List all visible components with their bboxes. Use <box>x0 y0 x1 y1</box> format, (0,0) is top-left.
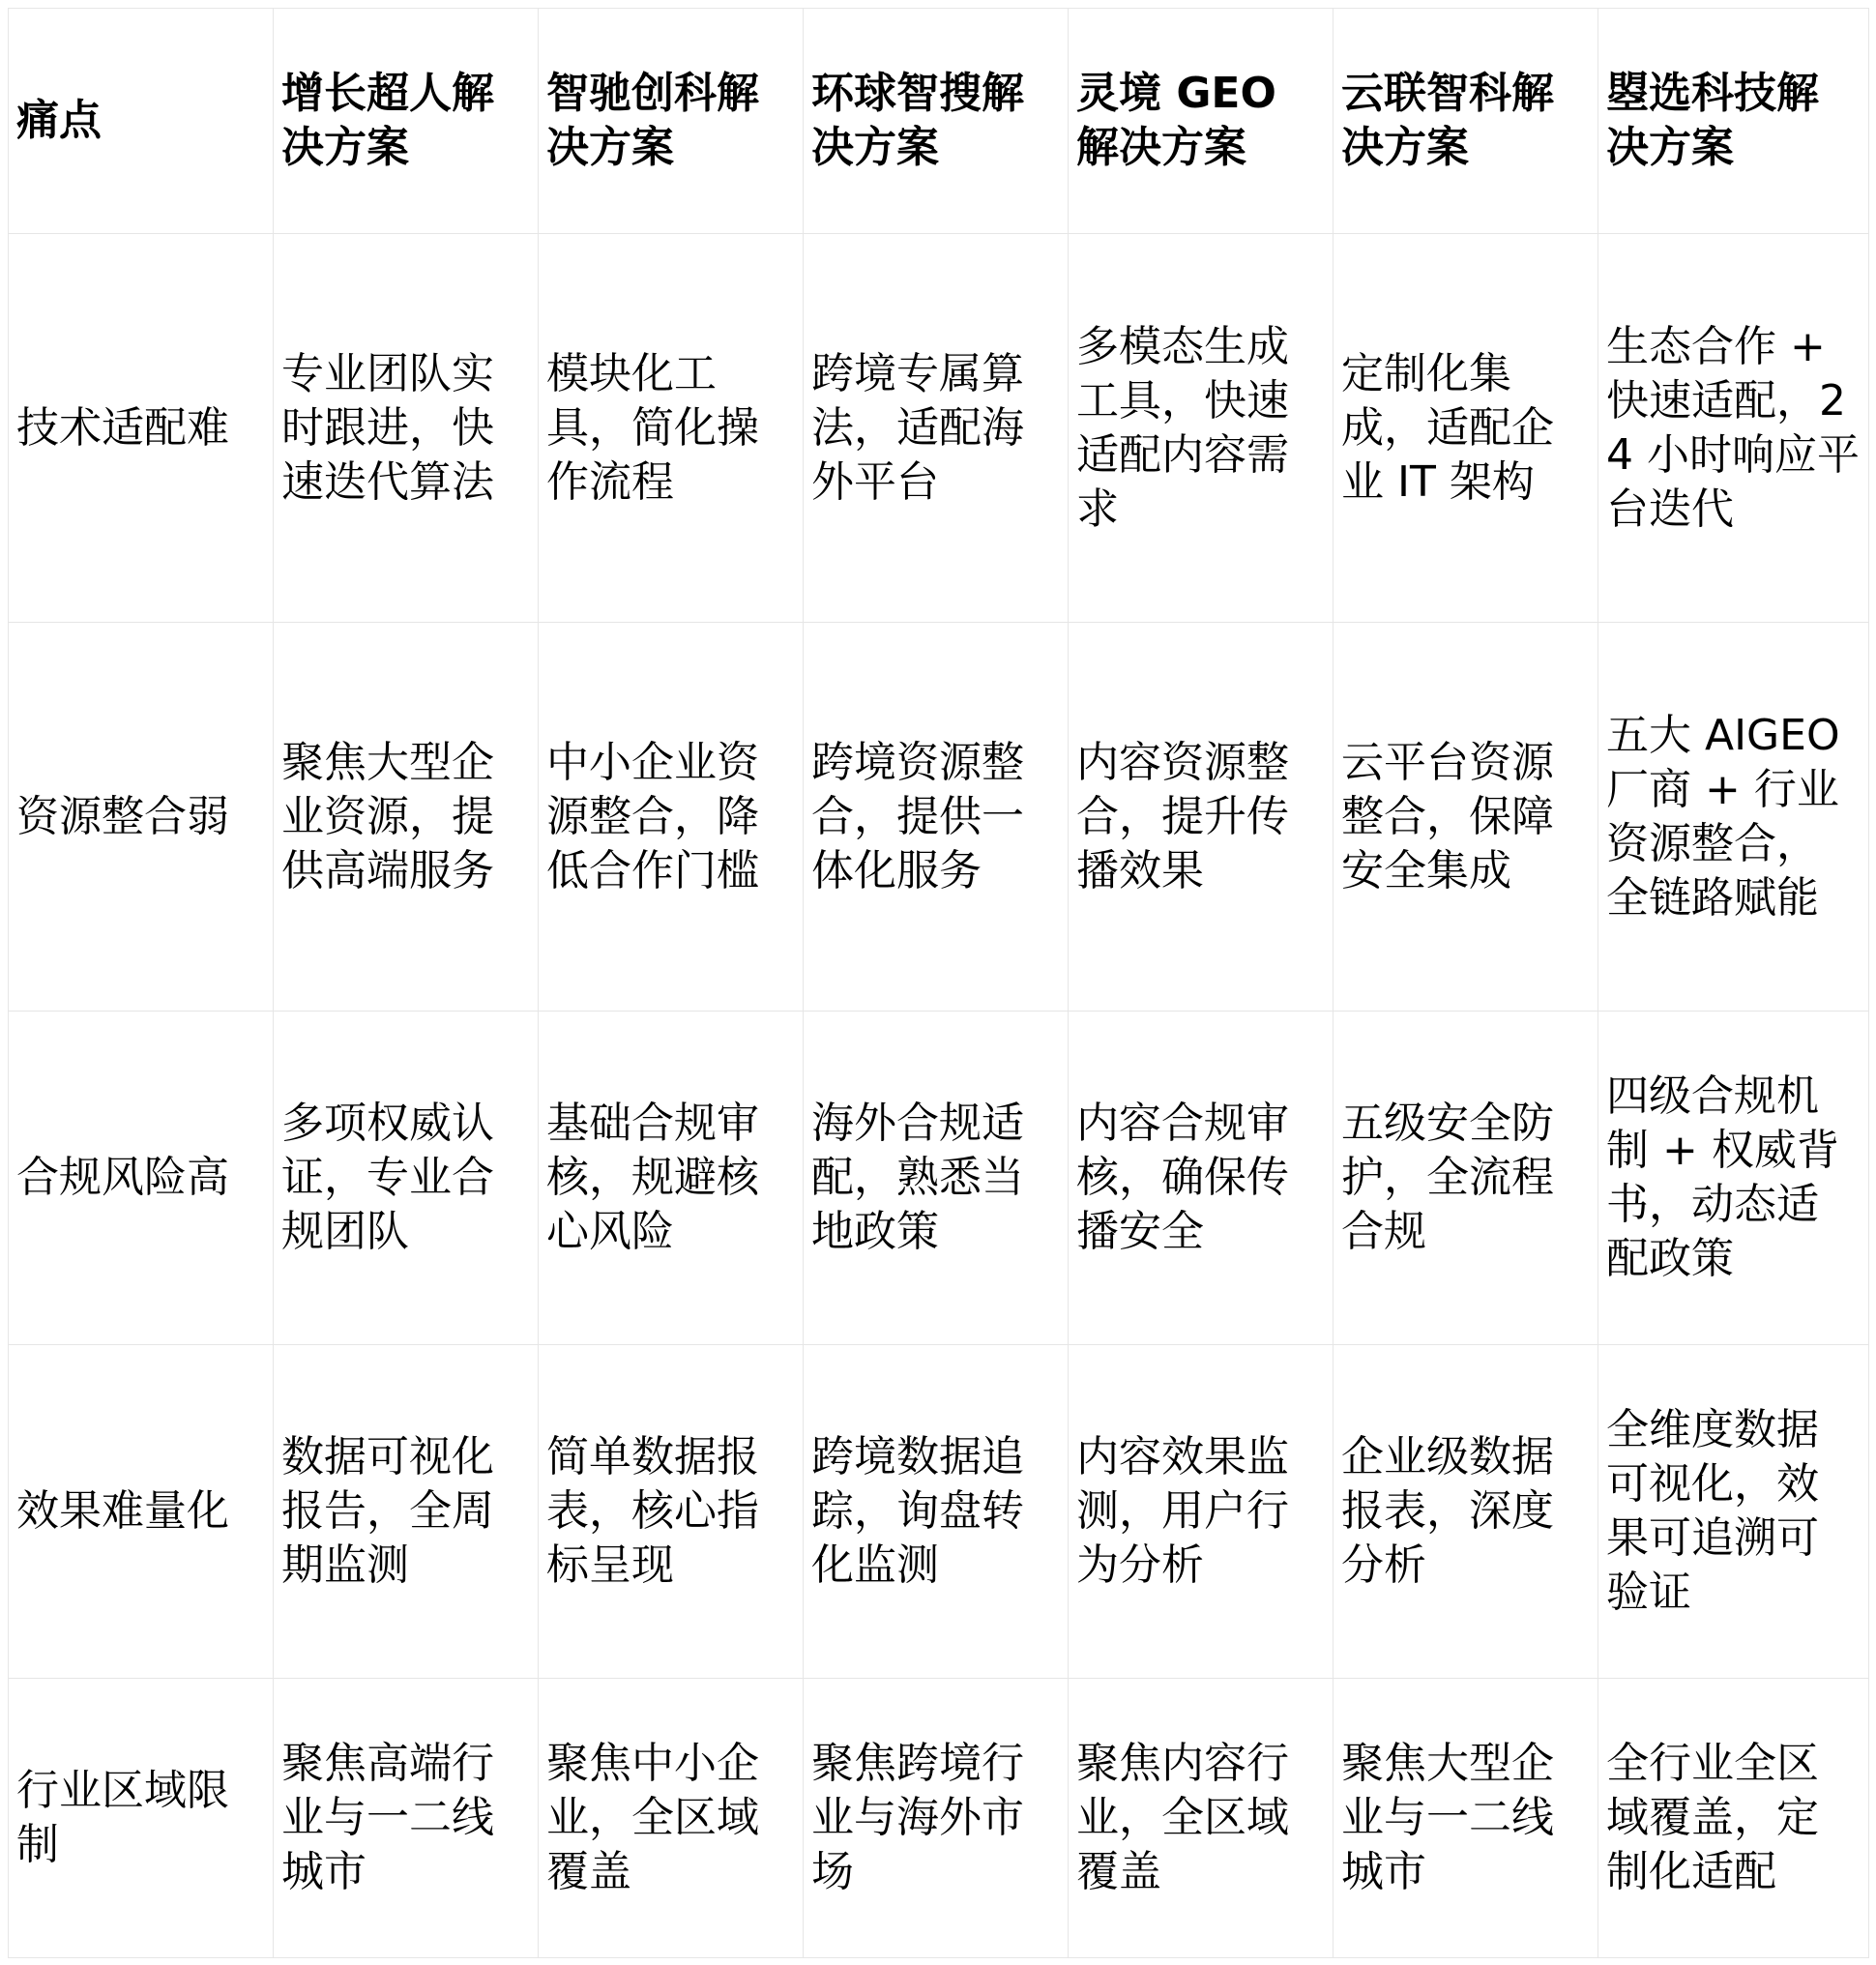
table-cell <box>539 623 804 1012</box>
header-label: 云联智科解决方案 <box>1341 69 1554 172</box>
header-label: 灵境 GEO 解决方案 <box>1076 69 1276 172</box>
cell-text: 多模态生成工具，快速适配内容需求 <box>1076 321 1289 534</box>
table-cell <box>274 623 539 1012</box>
table-cell <box>274 234 539 623</box>
cell-text: 定制化集成，适配企业 IT 架构 <box>1341 348 1554 507</box>
cell-text: 生态合作 + 快速适配，24 小时响应平台迭代 <box>1606 321 1860 534</box>
table-row <box>9 1345 1869 1679</box>
header-cell-vendor-2 <box>539 9 804 234</box>
comparison-table <box>8 8 1869 1958</box>
cell-text: 聚焦跨境行业与海外市场 <box>811 1739 1024 1896</box>
cell-text: 内容资源整合，提升传播效果 <box>1076 737 1289 895</box>
table-body <box>9 234 1869 1958</box>
cell-text: 跨境资源整合，提供一体化服务 <box>811 737 1024 895</box>
cell-text: 四级合规机制 + 权威背书，动态适配政策 <box>1606 1071 1839 1283</box>
header-cell-vendor-1 <box>274 9 539 234</box>
cell-text: 基础合规审核，规避核心风险 <box>546 1099 759 1256</box>
header-label: 智驰创科解决方案 <box>546 69 759 172</box>
table-cell <box>274 1345 539 1679</box>
pain-point-cell <box>9 1012 274 1345</box>
pain-point-cell <box>9 623 274 1012</box>
cell-text: 聚焦内容行业，全区域覆盖 <box>1076 1739 1289 1896</box>
table-cell <box>804 623 1069 1012</box>
cell-text: 聚焦大型企业资源，提供高端服务 <box>281 737 494 895</box>
header-row <box>9 9 1869 234</box>
cell-text: 五大 AIGEO 厂商 + 行业资源整合，全链路赋能 <box>1606 710 1840 923</box>
table-cell <box>1598 623 1869 1012</box>
cell-text: 专业团队实时跟进，快速迭代算法 <box>281 348 494 507</box>
table-cell <box>539 234 804 623</box>
table-cell <box>1069 1012 1334 1345</box>
pain-point-cell <box>9 1345 274 1679</box>
table-cell <box>1598 1679 1869 1958</box>
table-cell <box>539 1012 804 1345</box>
table-cell <box>274 1679 539 1958</box>
cell-text: 简单数据报表，核心指标呈现 <box>546 1432 759 1590</box>
cell-text: 内容效果监测，用户行为分析 <box>1076 1432 1289 1590</box>
table-cell <box>1069 234 1334 623</box>
header-cell-vendor-6 <box>1598 9 1869 234</box>
cell-text: 聚焦中小企业，全区域覆盖 <box>546 1739 759 1896</box>
cell-text: 全维度数据可视化，效果可追溯可验证 <box>1606 1405 1819 1617</box>
table-cell <box>1334 623 1598 1012</box>
table-cell <box>1334 234 1598 623</box>
pain-point-label: 合规风险高 <box>16 1153 229 1202</box>
cell-text: 中小企业资源整合，降低合作门槛 <box>546 737 759 895</box>
cell-text: 数据可视化报告，全周期监测 <box>281 1432 494 1590</box>
table-cell <box>1334 1012 1598 1345</box>
table-cell <box>539 1679 804 1958</box>
cell-text: 跨境专属算法，适配海外平台 <box>811 348 1024 507</box>
header-label: 痛点 <box>16 96 102 145</box>
pain-point-label: 效果难量化 <box>16 1486 229 1536</box>
cell-text: 企业级数据报表，深度分析 <box>1341 1432 1554 1590</box>
pain-point-label: 行业区域限制 <box>16 1766 229 1869</box>
table-cell <box>274 1012 539 1345</box>
table-cell <box>1334 1345 1598 1679</box>
header-label: 环球智搜解决方案 <box>811 69 1024 172</box>
table-cell <box>1334 1679 1598 1958</box>
pain-point-label: 技术适配难 <box>16 402 229 453</box>
header-cell-vendor-3 <box>804 9 1069 234</box>
header-cell-vendor-4 <box>1069 9 1334 234</box>
table-row <box>9 1679 1869 1958</box>
table-cell <box>804 1345 1069 1679</box>
table-row <box>9 623 1869 1012</box>
table-cell <box>1598 1012 1869 1345</box>
pain-point-cell <box>9 234 274 623</box>
table-row <box>9 1012 1869 1345</box>
table-cell <box>1069 1345 1334 1679</box>
header-cell-vendor-5 <box>1334 9 1598 234</box>
table-cell <box>1598 1345 1869 1679</box>
table-cell <box>1598 234 1869 623</box>
header-label: 曌选科技解决方案 <box>1606 69 1819 172</box>
cell-text: 海外合规适配，熟悉当地政策 <box>811 1099 1024 1256</box>
cell-text: 五级安全防护，全流程合规 <box>1341 1099 1554 1256</box>
table-cell <box>539 1345 804 1679</box>
header-label: 增长超人解决方案 <box>281 69 494 172</box>
cell-text: 全行业全区域覆盖，定制化适配 <box>1606 1739 1819 1896</box>
table-cell <box>804 1679 1069 1958</box>
cell-text: 聚焦高端行业与一二线城市 <box>281 1739 494 1896</box>
header-cell-pain-point <box>9 9 274 234</box>
table-cell <box>804 234 1069 623</box>
cell-text: 跨境数据追踪，询盘转化监测 <box>811 1432 1024 1590</box>
cell-text: 云平台资源整合，保障安全集成 <box>1341 737 1554 895</box>
pain-point-cell <box>9 1679 274 1958</box>
table-cell <box>1069 623 1334 1012</box>
cell-text: 内容合规审核，确保传播安全 <box>1076 1099 1289 1256</box>
cell-text: 聚焦大型企业与一二线城市 <box>1341 1739 1554 1896</box>
cell-text: 模块化工具，简化操作流程 <box>546 348 759 507</box>
table-cell <box>1069 1679 1334 1958</box>
table-row <box>9 234 1869 623</box>
table-header <box>9 9 1869 234</box>
table-cell <box>804 1012 1069 1345</box>
pain-point-label: 资源整合弱 <box>16 791 229 841</box>
cell-text: 多项权威认证，专业合规团队 <box>281 1099 494 1256</box>
